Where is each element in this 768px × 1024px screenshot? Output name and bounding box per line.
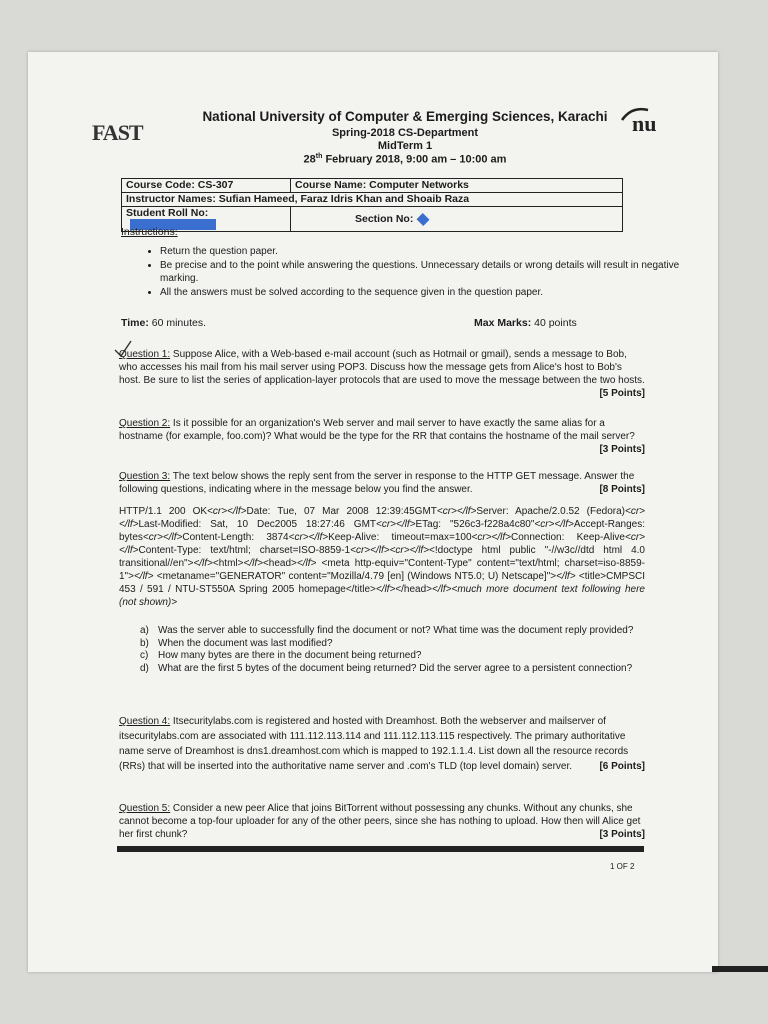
- subquestion-letter: a): [140, 625, 149, 636]
- subquestion-item: [140, 625, 640, 638]
- http-server-header: Server: Apache/2.0.52 (Fedora): [476, 506, 625, 517]
- marks-value: 40 points: [531, 317, 577, 329]
- http-lf: </lf>: [432, 584, 452, 595]
- time-label: Time:: [121, 317, 149, 329]
- http-lf: </lf>: [556, 571, 576, 582]
- time-value: 60 minutes.: [148, 317, 207, 329]
- question-5-text: Consider a new peer Alice that joins BitTorrent without possessing any chunks. Without any chunks, she cannot become a top-four uploader for any of the other peers, since she has nothing to upload. How then will Alice get her first chunk?: [119, 803, 641, 840]
- date-suffix: th: [315, 153, 323, 160]
- course-code-cell: Course Code: CS-307: [122, 179, 291, 193]
- http-lf: </lf>: [243, 558, 263, 569]
- page-number: 1 OF 2: [610, 862, 635, 871]
- date-rest: February 2018, 9:00 am – 10:00 am: [322, 153, 507, 166]
- semester-line: Spring-2018 CS-Department: [331, 127, 479, 139]
- question-4: [119, 714, 645, 774]
- http-meta-generator: <metaname="GENERATOR" content="Mozilla/4.79 [en] (Windows NT5.0; U) Netscape]">: [153, 571, 557, 582]
- http-content-type-header: Content-Type: text/html; charset=ISO-8859-1: [138, 545, 351, 556]
- question-2-label: Question 2:: [119, 418, 171, 429]
- http-crlf: <cr></lf>: [436, 506, 477, 517]
- http-doctype: <!doctype html public "-//w3c//dtd html 4.0 transitional//en">: [119, 545, 645, 569]
- course-info-table: [121, 178, 623, 232]
- time-allowed: [121, 317, 206, 329]
- http-lf: </lf>: [133, 571, 154, 582]
- http-crlf: <cr></lf>: [471, 532, 511, 543]
- http-date-header: Date: Tue, 07 Mar 2008 12:39:45GMT: [246, 506, 437, 517]
- roll-number-label: Student Roll No:: [126, 207, 209, 219]
- fast-logo: FAST: [92, 120, 143, 145]
- marks-label: Max Marks:: [474, 317, 532, 329]
- university-name: National University of Computer & Emerging Sciences, Karachi: [202, 109, 608, 124]
- subquestion-letter: d): [140, 662, 149, 674]
- scan-edge-strip: [712, 966, 768, 972]
- subquestion-letter: c): [140, 650, 149, 661]
- section-label: Section No:: [355, 212, 414, 225]
- subquestion-text: How many bytes are there in the document being returned?: [158, 650, 422, 661]
- question-4-text: Itsecuritylabs.com is registered and hosted with Dreamhost. Both the webserver and mailserver of itsecuritylabs.com are associated with 111.112.113.114 and 111.112.113.115 respectively. The primary authoritative name serve of Dreamhost is dns1.dreamhost.com which is mapped to 192.1.1.4. List down all the resource records (RRs) that will be inserted into the authoritative name server and .com's TLD (top level domain) server.: [119, 716, 629, 772]
- http-lf: </lf>: [296, 558, 317, 569]
- subquestion-letter: b): [140, 637, 149, 649]
- subquestion-text: When the document was last modified?: [158, 637, 333, 649]
- instructions-title: Instructions:: [121, 226, 178, 238]
- http-crlf: <cr></lf>: [376, 519, 416, 530]
- question-2-text: Is it possible for an organization's Web server and mail server to have exactly the same alias for a hostname (for example, foo.com)? What would be the type for the RR that contains the hostname of the mail server?: [119, 418, 635, 442]
- question-1: [119, 348, 645, 400]
- http-meta-content-type: <meta http-equiv="Content-Type" content="text/html; charset=iso-8859-1">: [119, 558, 645, 582]
- http-etag-header: ETag: "526c3-f228a4c80": [415, 519, 535, 530]
- http-html-tag: <html>: [212, 558, 244, 569]
- question-3-subparts: [140, 625, 640, 675]
- http-lf: </lf>: [193, 558, 213, 569]
- max-marks: [474, 317, 577, 329]
- section-redaction: [417, 212, 430, 225]
- question-2: [119, 417, 645, 456]
- http-accept-ranges-header: Accept-Ranges: bytes: [119, 519, 645, 543]
- http-crlf: <cr></lf>: [119, 506, 646, 530]
- subquestion-item: [140, 663, 640, 676]
- http-keep-alive-header: Keep-Alive: timeout=max=100: [328, 532, 472, 543]
- http-content-length-header: Content-Length: 3874: [182, 532, 289, 543]
- section-cell: [291, 207, 623, 232]
- question-1-text: Suppose Alice, with a Web-based e-mail account (such as Hotmail or gmail), sends a message to Bob, who accesses his mail from his mail server using POP3. Discuss how the message gets from Alice's host to Bob's host. Be sure to list the series of application-layer protocols that are used to move the message between the two hosts.: [119, 349, 645, 386]
- exam-title: MidTerm 1: [377, 140, 433, 152]
- question-5-label: Question 5:: [119, 803, 171, 814]
- http-last-modified-header: Last-Modified: Sat, 10 Dec2005 18:27:46 GMT: [138, 519, 377, 530]
- question-3-label: Question 3:: [119, 471, 171, 482]
- question-4-label: Question 4:: [119, 716, 171, 727]
- http-connection-header: Connection: Keep-Alive: [511, 532, 625, 543]
- nu-logo-text: nu: [632, 111, 657, 134]
- http-status-line: HTTP/1.1 200 OK: [119, 506, 208, 517]
- question-5: [119, 802, 645, 841]
- http-lf: </lf>: [375, 584, 396, 595]
- http-crlf: <cr></lf>: [142, 532, 183, 543]
- http-more-text-note: <much more document text following here (not shown)>: [119, 584, 645, 608]
- http-crlf: <cr></lf>: [288, 532, 329, 543]
- footer-divider: [117, 846, 644, 852]
- subquestion-item: [140, 638, 640, 651]
- question-3-text: The text below shows the reply sent from the server in response to the HTTP GET message. Answer the following questions, indicating where in the message below you find the answer.: [119, 471, 635, 495]
- course-name-cell: Course Name: Computer Networks: [291, 179, 623, 193]
- instruction-item: • Be precise and to the point while answering the questions. Unnecessary details or wrong details will result in negative marking.: [160, 259, 680, 285]
- question-5-points: [3 Points]: [599, 829, 645, 840]
- subquestion-text: What are the first 5 bytes of the document being returned? Did the server agree to a persistent connection?: [158, 662, 633, 674]
- http-crlf: <cr></lf>: [207, 506, 247, 517]
- instructions-list: [126, 245, 680, 300]
- question-1-label: Question 1:: [119, 349, 171, 360]
- question-2-points: [3 Points]: [599, 444, 645, 455]
- http-response-text: [119, 505, 645, 609]
- instructor-names-cell: Instructor Names: Sufian Hameed, Faraz Idris Khan and Shoaib Raza: [122, 193, 623, 207]
- http-crlf: <cr></lf>: [119, 532, 646, 556]
- http-crlf: <cr></lf>: [534, 519, 574, 530]
- http-head-close-tag: </head>: [395, 584, 433, 595]
- http-crlf: <cr></lf><cr></lf>: [350, 545, 430, 556]
- subquestion-item: [140, 650, 640, 663]
- question-3: [119, 470, 645, 496]
- subquestion-text: Was the server able to successfully find the document or not? What time was the document reply provided?: [158, 625, 634, 636]
- http-title-tag: <title>CMPSCI 453 / 591 / NTU-ST550A Spring 2005 homepage</title>: [119, 571, 645, 595]
- question-3-points: [8 Points]: [599, 484, 645, 495]
- date-day: 28: [303, 153, 316, 166]
- instruction-item: • All the answers must be solved according to the sequence given in the question paper.: [160, 286, 680, 299]
- exam-date: [120, 153, 690, 166]
- http-head-tag: <head>: [262, 558, 297, 569]
- instruction-item: • Return the question paper.: [160, 245, 680, 258]
- question-1-points: [5 Points]: [599, 388, 645, 399]
- question-4-points: [6 Points]: [599, 761, 645, 772]
